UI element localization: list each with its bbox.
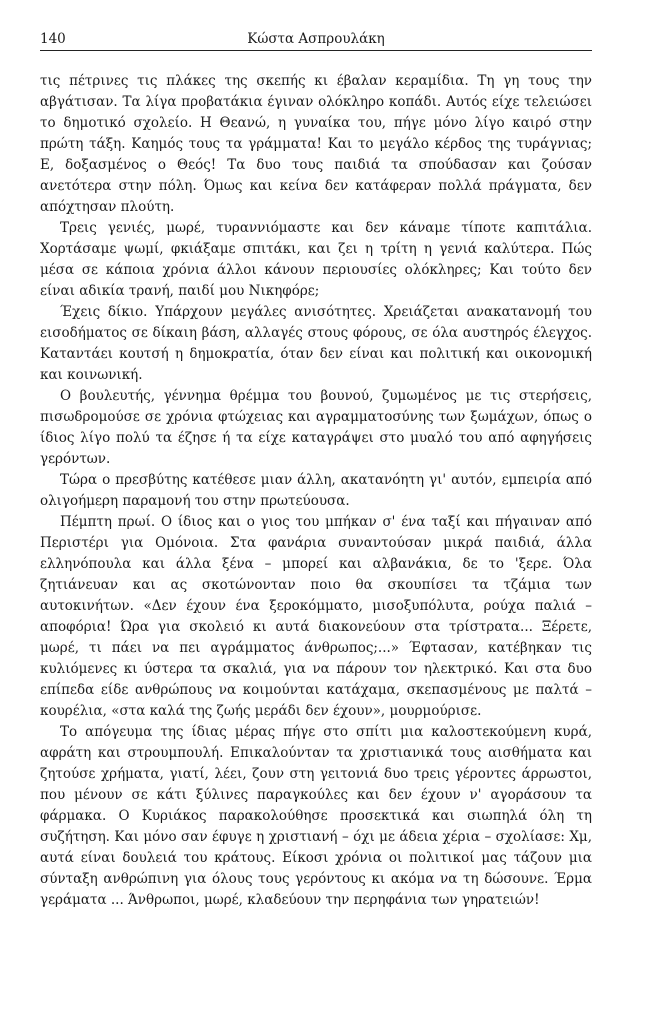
book-page (40, 30, 592, 911)
paragraph: Τώρα ο πρεσβύτης κατέθεσε μιαν άλλη, ακατανόητη γι' αυτόν, εμπειρία από ολιγοήμερη παραμονή του στην πρωτεύουσα. (40, 472, 592, 509)
paragraph: Πέμπτη πρωί. Ο ίδιος και ο γιος του μπήκαν σ' ένα ταξί και πήγαιναν από Περιστέρι για Ομόνοια. Στα φανάρια συναντούσαν μικρά παιδιά, άλλα ελληνόπουλα και άλλα ξένα – μπορεί και αλβανάκια, δε το 'ξερε. Όλα ζητιάνευαν και ας σκοτώνονταν ποιο θα σκουπίσει τα τζάμια των αυτοκινήτων. «Δεν έχουν ένα ξεροκόμματο, μισοξυπόλυτα, ρούχα παλιά – αποφόρια! Ώρα για σκολειό κι αυτά διακονεύουν στα τρίστρατα... Ξέρετε, μωρέ, τι πάει να πει αγράμματος άνθρωπος;...» Έφτασαν, κατέβηκαν τις κυλιόμενες κι ύστερα τα σκαλιά, για να πάρουν τον ηλεκτρικό. Και στα δυο επίπεδα είδε ανθρώπους να κοιμούνται κατάχαμα, σκεπασμένους με παλτά – κουρέλια, «στα καλά της ζωής μεράδι δεν έχουν», μουρμούρισε. (40, 514, 592, 719)
page-header (40, 30, 592, 48)
paragraph: Το απόγευμα της ίδιας μέρας πήγε στο σπίτι μια καλοστεκούμενη κυρά, αφράτη και στρουμπουλή. Επικαλούνταν τα χριστιανικά τους αισθήματα και ζητούσε χρήματα, γιατί, λέει, ζουν στη γειτονιά δυο τρεις γέροντες άρρωστοι, που μένουν σε κάτι ξύλινες παραγκούλες και δεν έχουν ν' αγοράσουν τα φάρμακα. Ο Κυριάκος παρακολούθησε προσεκτικά και σιωπηλά όλη τη συζήτηση. Και μόνο σαν έφυγε η χριστιανή – όχι με άδεια χέρια – σχολίασε: Χμ, αυτά είναι δουλειά του κράτους. Είκοσι χρόνια οι πολιτικοί μας τάζουν μια σύνταξη ανθρώπινη για όλους τους γερόντους κι ακόμα να τη δώσουνε. Έρμα γεράματα ... Άνθρωποι, μωρέ, κλαδεύουν την περηφάνια των γηρατειών! (40, 724, 592, 908)
paragraph: Τρεις γενιές, μωρέ, τυραννιόμαστε και δεν κάναμε τίποτε καπιτάλια. Χορτάσαμε ψωμί, φκιάξαμε σπιτάκι, και ζει η τρίτη η γενιά καλύτερα. Πώς μέσα σε κάποια χρόνια άλλοι κάνουν περιουσίες ολόκληρες; Και τούτο δεν είναι αδικία τρανή, παιδί μου Νικηφόρε; (40, 220, 592, 299)
body-text (40, 71, 592, 911)
page-number: 140 (40, 31, 66, 47)
paragraph: Ο βουλευτής, γέννημα θρέμμα του βουνού, ζυμωμένος με τις στερήσεις, πισωδρομούσε σε χρόνια φτώχειας και αγραμματοσύνης των ξωμάχων, όπως ο ίδιος λίγο πολύ τα έζησε ή τα είχε καταγράψει στο μυαλό του από αφηγήσεις γερόντων. (40, 388, 592, 467)
header-rule (40, 50, 592, 51)
paragraph: Έχεις δίκιο. Υπάρχουν μεγάλες ανισότητες. Χρειάζεται ανακατανομή του εισοδήματος σε δίκαιη βάση, αλλαγές στους φόρους, σε όλα αυστηρός έλεγχος. Καταντάει κουτσή η δημοκρατία, όταν δεν είναι και πολιτική και οικονομική και κοινωνική. (40, 304, 592, 383)
running-head: Κώστα Ασπρουλάκη (247, 31, 385, 47)
paragraph: τις πέτρινες τις πλάκες της σκεπής κι έβαλαν κεραμίδια. Τη γη τους την αβγάτισαν. Τα λίγα προβατάκια έγιναν ολόκληρο κοπάδι. Αυτός είχε τελειώσει το δημοτικό σχολείο. Η Θεανώ, η γυναίκα του, πήγε μόνο λίγο καιρό στην πρώτη τάξη. Καημός τους τα γράμματα! Και το μεγάλο κέρδος της τυράγνιας; Ε, δοξασμένος ο Θεός! Τα δυο τους παιδιά τα σπούδασαν και ζούσαν ανετότερα στην πόλη. Όμως και κείνα δεν κατάφεραν πολλά πράγματα, δεν απόχτησαν πλούτη. (40, 73, 592, 215)
